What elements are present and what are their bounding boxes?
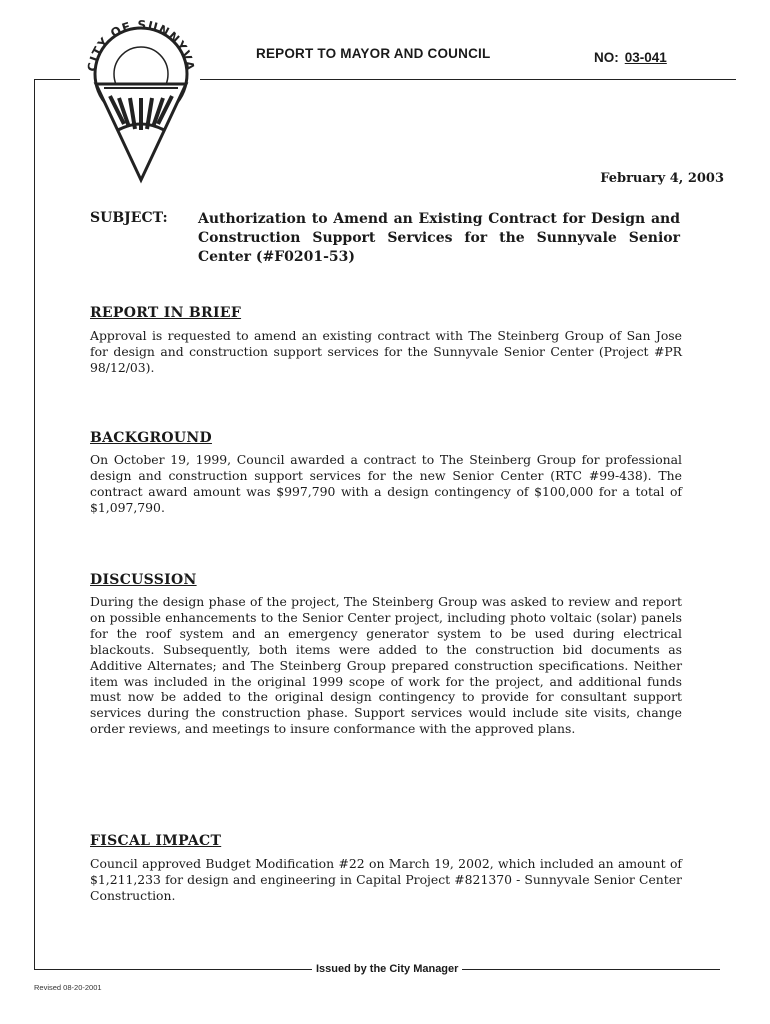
report-number xyxy=(594,50,667,65)
city-seal-logo xyxy=(78,12,204,184)
svg-text:CITY OF SUNNYVALE: CITY OF SUNNYVA xyxy=(84,17,198,73)
report-number-label: NO: xyxy=(594,50,619,65)
report-in-brief-body: Approval is requested to amend an existing contract with The Steinberg Group of San Jose for design and construction support services for the Sunnyvale Senior Center (Project #PR 98/12/03). xyxy=(90,328,682,375)
report-number-value: 03-041 xyxy=(624,50,667,65)
discussion-heading: DISCUSSION xyxy=(90,572,197,588)
report-title: REPORT TO MAYOR AND COUNCIL xyxy=(256,46,491,61)
header-rule-right xyxy=(200,79,736,80)
fiscal-impact-body: Council approved Budget Modification #22 on March 19, 2002, which included an amount of $1,211,233 for design and engineering in Capital Project #821370 - Sunnyvale Senior Center Construction. xyxy=(90,856,682,903)
subject-label: SUBJECT: xyxy=(90,210,168,226)
seal-graphic xyxy=(78,12,204,184)
discussion-body: During the design phase of the project, The Steinberg Group was asked to review and report on possible enhancements to the Senior Center project, including photo voltaic (solar) panels for the roof system and an emergency generator system to be used during electrical blackouts. Subsequently, both items were added to the construction bid documents as Additive Alternates; and The Steinberg Group prepared construction specifications. Neither item was included in the original 1999 scope of work for the project, and additional funds must now be added to the original design contingency to provide for consultant support services during the construction phase. Support services would include site visits, change order reviews, and meetings to insure conformance with the approved plans. xyxy=(90,594,682,737)
report-date: February 4, 2003 xyxy=(600,171,724,186)
header-rule-left xyxy=(34,79,80,80)
issued-by-label: Issued by the City Manager xyxy=(312,963,462,975)
subject-text: Authorization to Amend an Existing Contract for Design and Construction Support Services for the Sunnyvale Senior Center (#F0201-53) xyxy=(198,211,680,265)
fiscal-impact-heading: FISCAL IMPACT xyxy=(90,833,222,849)
background-heading: BACKGROUND xyxy=(90,430,212,446)
left-border xyxy=(34,79,35,969)
revision-date: Revised 08-20-2001 xyxy=(34,983,102,992)
background-body: On October 19, 1999, Council awarded a contract to The Steinberg Group for professional design and construction support services for the new Senior Center (RTC #99-438). The contract award amount was $997,790 with a design contingency of $100,000 for a total of $1,097,790. xyxy=(90,452,682,515)
report-in-brief-heading: REPORT IN BRIEF xyxy=(90,305,242,321)
